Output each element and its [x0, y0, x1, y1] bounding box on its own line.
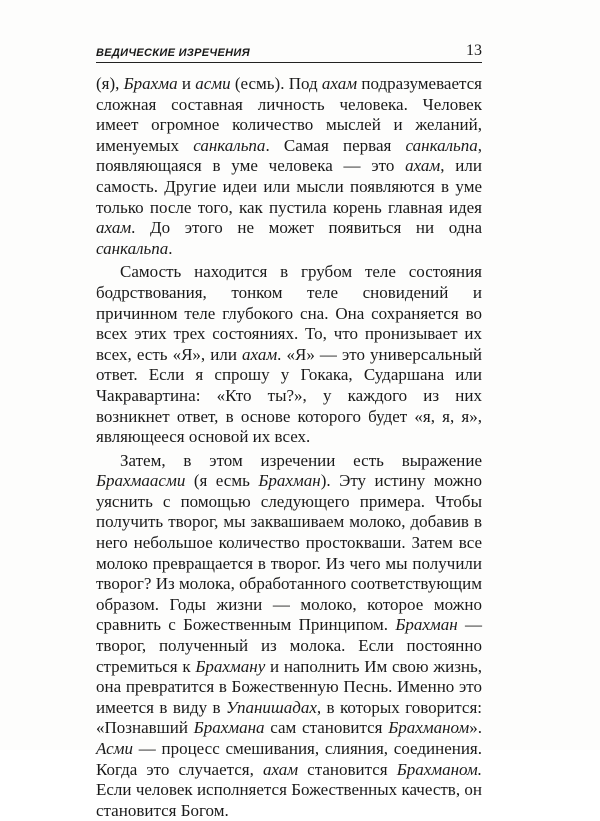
italic-term: Упанишадах — [225, 697, 317, 717]
text-run: . «Я» — это универсальный ответ. Если я спрошу у Гокака, Сударшана или Чакравартина: «Кто ты?», у каждого из них возникнет ответ, в основе которого будет «я, я, я», являющееся основой их всех. — [96, 344, 483, 447]
paragraph-3 — [96, 451, 482, 821]
page-number: 13 — [466, 42, 482, 59]
text-run: и наполнить Им свою жизнь, она превратится в Божественную Песнь. Именно это имеется в виду в — [96, 656, 483, 717]
text-run: , или самость. Другие идеи или мысли появляются в уме только после того, как пустила корень главная идея — [96, 156, 482, 217]
text-run: (я есмь — [185, 471, 259, 491]
text-run: становится — [298, 759, 397, 779]
italic-term: санкальпа — [96, 238, 169, 258]
italic-term: Асми — [96, 739, 134, 758]
text-run: — процесс смешивания, слияния, соединения. Когда это случается, — [96, 739, 482, 779]
italic-term: ахам — [321, 74, 358, 93]
text-run: подразумевается сложная составная личность человека. Человек имеет огромное количество мыслей и желаний, именуемых — [96, 74, 482, 155]
running-head — [96, 38, 482, 63]
italic-term: Брахманом. — [396, 759, 482, 779]
text-run: сам становится — [264, 718, 389, 738]
italic-term: ахам — [262, 759, 299, 779]
italic-term: Брахмаасми — [96, 471, 186, 491]
text-run: ). Эту истину можно уяснить с помощью следующего примера. Чтобы получить творог, мы заквашиваем молоко, добавив в него небольшое количество простокваши. Затем все молоко превращается в творог. Из чего мы получили творог? Из молока, обработанного соответствующим образом. Годы жизни — молоко, которое можно сравнить с Божественным Принципом. — [96, 471, 482, 635]
text-run: Затем, в этом изречении есть выражение — [120, 450, 482, 470]
text-run: Самость находится в грубом теле состояния бодрствования, тонком теле сновидений и причинном теле глубокого сна. Она сохраняется во всех этих трех состояниях. То, что пронизывает их всех, есть «Я», или — [96, 262, 482, 364]
paragraph-1 — [96, 74, 482, 259]
italic-term: ахам — [96, 218, 132, 238]
italic-term: Брахма — [123, 74, 178, 93]
section-title: ВЕДИЧЕСКИЕ ИЗРЕЧЕНИЯ — [96, 47, 250, 59]
text-run: (я), — [96, 74, 124, 93]
text-run: . До этого не может появиться ни одна — [131, 218, 482, 238]
text-run: ». — [469, 718, 482, 738]
text-run: и — [177, 74, 196, 93]
italic-term: ахам — [405, 156, 441, 176]
text-run: . — [168, 238, 173, 258]
italic-term: санкальпа — [193, 135, 266, 155]
italic-term: Брахманом — [388, 718, 470, 738]
italic-term: Брахману — [195, 656, 266, 676]
text-run: , в которых говорится: «Познавший — [96, 697, 483, 738]
italic-term: Брахман — [258, 471, 321, 491]
text-run: (есмь). Под — [230, 74, 322, 93]
paragraph-2 — [96, 262, 482, 447]
italic-term: ахам — [242, 344, 278, 364]
italic-term: асми — [195, 74, 231, 93]
italic-term: Брахман — [395, 615, 458, 635]
italic-term: Брахмана — [193, 718, 265, 738]
text-run: — творог, полученный из молока. Если постоянно стремиться к — [96, 615, 483, 676]
text-run: Если человек исполняется Божественных качеств, он становится Богом. — [96, 780, 482, 820]
text-run: , появляющаяся в уме человека — это — [96, 135, 483, 176]
italic-term: санкальпа — [405, 135, 478, 155]
text-run: . Самая первая — [265, 135, 406, 155]
body-text — [96, 74, 482, 821]
